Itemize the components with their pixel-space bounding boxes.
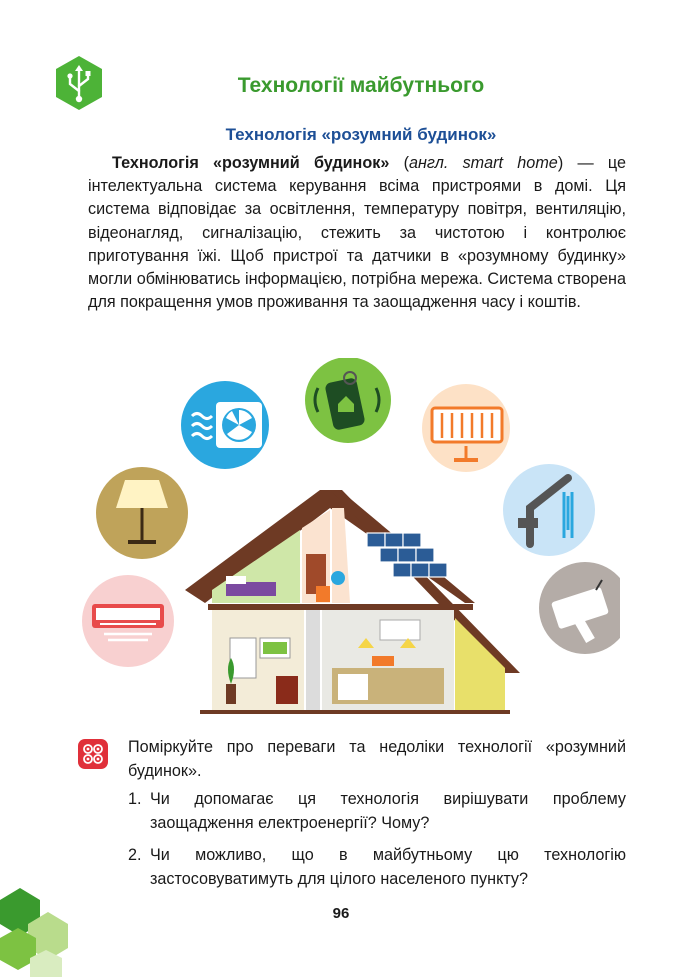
question-list (128, 788, 626, 900)
question-number: 1. (128, 790, 142, 808)
water-tap-icon (503, 464, 595, 556)
question-item (128, 844, 626, 891)
abbreviation: англ. (408, 154, 449, 172)
corner-hexagon-decoration (0, 880, 80, 977)
remote-key-fob-icon (305, 358, 391, 443)
page-number: 96 (332, 905, 350, 922)
ventilation-fan-icon (181, 381, 269, 469)
question-text: Чи допомагає ця технологія вирішувати проблему заощадження електроенергії? Чому? (150, 790, 626, 832)
chapter-title: Технології майбутнього (237, 74, 485, 97)
question-text: Чи можливо, що в майбутньому цю технологію застосовуватимуть для цілого населеного пункту? (150, 846, 626, 888)
question-item (128, 788, 626, 835)
task-prompt: Поміркуйте про переваги та недоліки технології «розумний будинок». (128, 738, 626, 780)
air-conditioner-icon (82, 575, 174, 667)
brain-gears-icon (78, 739, 108, 769)
infrared-heater-icon (422, 384, 510, 472)
section-title: Технологія «розумний будинок» (225, 125, 497, 144)
english-term: smart home (448, 154, 558, 172)
security-camera-icon (539, 562, 620, 654)
question-number: 2. (128, 846, 142, 864)
paragraph-body: це інтелектуальна система керування всіма пристроями в домі. Ця система відповідає за освітлення, температуру повітря, вентиляцію, відеонагляд, сигналізацію, стежить за чистотою і контролює приготування їжі. Щоб пристрої та датчики в «розумному будинку» могли обмінюватись інформацією, потрібна мережа. Система створена для покращення умов проживання та заощадження часу і коштів. (88, 154, 626, 312)
intro-paragraph: Технологія «розумний будинок» (англ. smart home) — це інтелектуальна система керування всіма пристроями в домі. Ця система відповідає за освітлення, температуру повітря, вентиляцію, відеонагляд, сигналізацію, стежить за чистотою і контролює приготування їжі. Щоб пристрої та датчики в «розумному будинку» могли обмінюватись інформацією, потрібна мережа. Система створена для покращення умов проживання та заощадження часу і коштів. (88, 154, 626, 312)
floor-lamp-icon (96, 467, 188, 559)
term: Технологія «розумний будинок» (112, 154, 390, 172)
house (185, 490, 520, 714)
smart-home-illustration (80, 358, 620, 718)
